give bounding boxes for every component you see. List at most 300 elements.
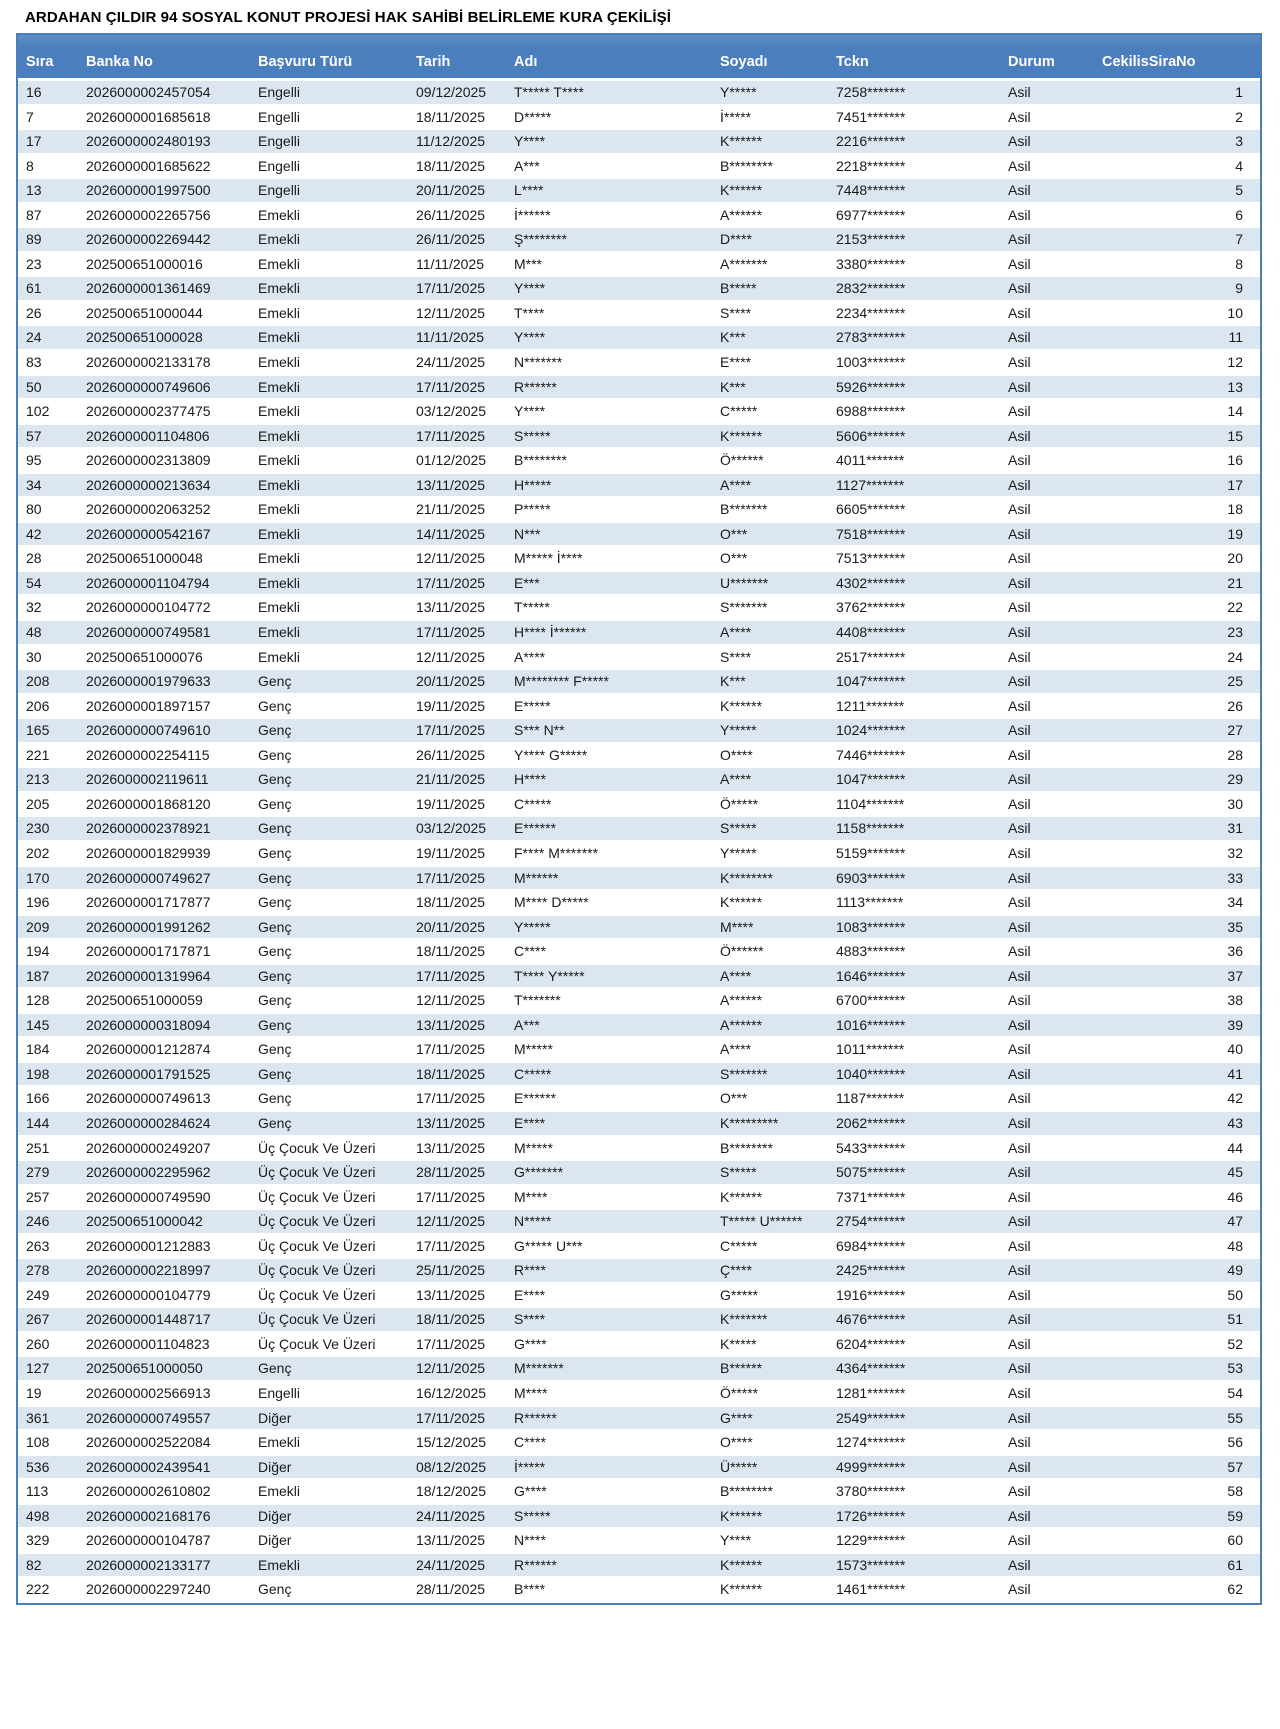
table-row	[18, 596, 1260, 621]
cell-banka-no: 2026000000749610	[86, 722, 211, 739]
cell-tckn: 1047*******	[836, 673, 906, 690]
cell-adi: Y****	[514, 280, 546, 297]
cell-tarih: 12/11/2025	[416, 992, 486, 1009]
table-row	[18, 1038, 1260, 1063]
cell-tckn: 2549*******	[836, 1409, 906, 1426]
cell-banka-no: 2026000000104772	[86, 599, 211, 616]
column-header-durum: Durum	[1008, 53, 1055, 70]
cell-banka-no: 2026000002480193	[86, 133, 211, 150]
cell-soyadi: K******	[720, 1581, 763, 1598]
cell-adi: B****	[514, 1581, 546, 1598]
cell-cekilis-sira-no: 10	[1227, 304, 1243, 321]
table-row	[18, 1235, 1260, 1260]
cell-basvuru-turu: Genç	[258, 894, 292, 911]
cell-tarih: 12/11/2025	[416, 1213, 486, 1230]
cell-tarih: 18/11/2025	[416, 108, 486, 125]
column-header-soyadi: Soyadı	[720, 53, 768, 70]
cell-tckn: 1211*******	[836, 697, 905, 714]
cell-durum: Asil	[1008, 1016, 1031, 1033]
cell-sira: 102	[26, 403, 50, 420]
cell-banka-no: 2026000000104779	[86, 1286, 211, 1303]
cell-sira: 208	[26, 673, 50, 690]
cell-soyadi: K******	[720, 894, 763, 911]
cell-sira: 221	[26, 746, 50, 763]
cell-banka-no: 2026000000284624	[86, 1114, 211, 1131]
cell-tckn: 7371*******	[836, 1188, 906, 1205]
cell-tarih: 18/11/2025	[416, 1065, 486, 1082]
cell-adi: G****	[514, 1335, 547, 1352]
cell-sira: 184	[26, 1041, 50, 1058]
cell-tarih: 20/11/2025	[416, 918, 486, 935]
cell-soyadi: K***	[720, 378, 746, 395]
cell-soyadi: Y*****	[720, 844, 757, 861]
cell-tarih: 19/11/2025	[416, 795, 486, 812]
cell-cekilis-sira-no: 46	[1227, 1188, 1243, 1205]
cell-sira: 17	[26, 133, 42, 150]
table-row	[18, 891, 1260, 916]
cell-tarih: 18/11/2025	[416, 157, 486, 174]
cell-basvuru-turu: Emekli	[258, 648, 301, 665]
cell-banka-no: 2026000002269442	[86, 231, 211, 248]
cell-durum: Asil	[1008, 1286, 1031, 1303]
cell-adi: N*****	[514, 1213, 552, 1230]
cell-sira: 196	[26, 894, 50, 911]
cell-adi: M****	[514, 1188, 548, 1205]
cell-adi: R******	[514, 1556, 557, 1573]
table-row	[18, 1333, 1260, 1358]
cell-basvuru-turu: Genç	[258, 673, 292, 690]
cell-banka-no: 2026000000749606	[86, 378, 211, 395]
cell-durum: Asil	[1008, 354, 1031, 371]
cell-tarih: 03/12/2025	[416, 403, 487, 420]
cell-cekilis-sira-no: 52	[1227, 1335, 1243, 1352]
cell-soyadi: C*****	[720, 1237, 758, 1254]
cell-basvuru-turu: Emekli	[258, 1556, 301, 1573]
cell-durum: Asil	[1008, 525, 1031, 542]
cell-sira: 260	[26, 1335, 50, 1352]
cell-durum: Asil	[1008, 1139, 1031, 1156]
cell-tckn: 1083*******	[836, 918, 906, 935]
cell-cekilis-sira-no: 1	[1235, 84, 1243, 100]
cell-tarih: 12/11/2025	[416, 550, 486, 567]
cell-tarih: 01/12/2025	[416, 452, 487, 469]
cell-tckn: 5433*******	[836, 1139, 906, 1156]
cell-durum: Asil	[1008, 624, 1031, 641]
cell-cekilis-sira-no: 8	[1235, 255, 1243, 272]
cell-adi: Y****	[514, 133, 546, 150]
cell-durum: Asil	[1008, 722, 1031, 739]
cell-sira: 57	[26, 427, 42, 444]
cell-tarih: 18/11/2025	[416, 943, 486, 960]
cell-soyadi: C*****	[720, 403, 758, 420]
cell-sira: 144	[26, 1114, 50, 1131]
cell-basvuru-turu: Genç	[258, 943, 292, 960]
cell-tckn: 1011*******	[836, 1041, 905, 1058]
cell-banka-no: 2026000002265756	[86, 206, 211, 223]
cell-soyadi: U*******	[720, 574, 769, 591]
cell-banka-no: 2026000002610802	[86, 1483, 211, 1500]
cell-tarih: 12/11/2025	[416, 1360, 486, 1377]
cell-sira: 83	[26, 354, 42, 371]
cell-sira: 8	[26, 157, 34, 174]
cell-basvuru-turu: Genç	[258, 820, 292, 837]
cell-cekilis-sira-no: 47	[1227, 1213, 1243, 1230]
table-row	[18, 940, 1260, 965]
cell-soyadi: K******	[720, 1556, 763, 1573]
cell-basvuru-turu: Emekli	[258, 255, 301, 272]
table-row	[18, 376, 1260, 401]
cell-adi: R******	[514, 1409, 557, 1426]
cell-basvuru-turu: Emekli	[258, 427, 301, 444]
cell-durum: Asil	[1008, 992, 1031, 1009]
table-row	[18, 400, 1260, 425]
cell-cekilis-sira-no: 11	[1228, 329, 1243, 346]
cell-banka-no: 2026000000249207	[86, 1139, 211, 1156]
cell-cekilis-sira-no: 9	[1235, 280, 1243, 297]
cell-basvuru-turu: Diğer	[258, 1409, 292, 1426]
cell-cekilis-sira-no: 51	[1227, 1311, 1243, 1328]
cell-basvuru-turu: Engelli	[258, 133, 301, 150]
cell-tarih: 17/11/2025	[416, 1409, 486, 1426]
cell-soyadi: Ö*****	[720, 1384, 759, 1401]
cell-banka-no: 2026000002254115	[86, 746, 210, 763]
table-row	[18, 1407, 1260, 1432]
table-row	[18, 449, 1260, 474]
table-row	[18, 523, 1260, 548]
cell-basvuru-turu: Emekli	[258, 599, 301, 616]
cell-adi: S*** N**	[514, 722, 565, 739]
cell-durum: Asil	[1008, 280, 1031, 297]
cell-tckn: 1003*******	[836, 354, 906, 371]
cell-tckn: 4883*******	[836, 943, 906, 960]
cell-cekilis-sira-no: 27	[1227, 722, 1243, 739]
cell-tarih: 17/11/2025	[416, 1188, 486, 1205]
cell-tarih: 13/11/2025	[416, 476, 486, 493]
cell-soyadi: Ö*****	[720, 795, 759, 812]
table-row	[18, 253, 1260, 278]
cell-sira: 205	[26, 795, 50, 812]
cell-sira: 89	[26, 231, 42, 248]
cell-tckn: 6204*******	[836, 1335, 906, 1352]
cell-tarih: 20/11/2025	[416, 182, 486, 199]
cell-tarih: 17/11/2025	[416, 722, 486, 739]
cell-adi: E******	[514, 1090, 557, 1107]
table-row	[18, 351, 1260, 376]
cell-banka-no: 202500651000042	[86, 1213, 203, 1230]
cell-durum: Asil	[1008, 1556, 1031, 1573]
cell-cekilis-sira-no: 36	[1227, 943, 1243, 960]
cell-basvuru-turu: Genç	[258, 1360, 292, 1377]
cell-cekilis-sira-no: 61	[1227, 1556, 1243, 1573]
column-header-adi: Adı	[514, 53, 538, 70]
table-row	[18, 1063, 1260, 1088]
cell-sira: 34	[26, 476, 42, 493]
cell-durum: Asil	[1008, 648, 1031, 665]
cell-durum: Asil	[1008, 869, 1031, 886]
cell-soyadi: B********	[720, 1483, 773, 1500]
cell-banka-no: 2026000001212883	[86, 1237, 211, 1254]
cell-soyadi: S*****	[720, 1164, 757, 1181]
cell-banka-no: 2026000001319964	[86, 967, 211, 984]
cell-soyadi: Ç****	[720, 1262, 752, 1279]
cell-tarih: 15/12/2025	[416, 1434, 487, 1451]
cell-sira: 16	[26, 84, 42, 100]
cell-adi: T****	[514, 304, 545, 321]
cell-soyadi: A****	[720, 967, 752, 984]
cell-adi: B********	[514, 452, 567, 469]
table-row	[18, 498, 1260, 523]
column-header-tckn: Tckn	[836, 53, 869, 70]
cell-tarih: 17/11/2025	[416, 967, 486, 984]
cell-sira: 187	[26, 967, 50, 984]
cell-soyadi: S****	[720, 648, 752, 665]
cell-durum: Asil	[1008, 894, 1031, 911]
cell-soyadi: K******	[720, 133, 763, 150]
cell-durum: Asil	[1008, 574, 1031, 591]
table-row	[18, 695, 1260, 720]
cell-banka-no: 202500651000016	[86, 255, 203, 272]
cell-banka-no: 202500651000076	[86, 648, 203, 665]
cell-soyadi: A****	[720, 476, 752, 493]
cell-banka-no: 2026000002566913	[86, 1384, 211, 1401]
cell-tarih: 18/12/2025	[416, 1483, 487, 1500]
cell-basvuru-turu: Emekli	[258, 206, 301, 223]
cell-soyadi: G****	[720, 1409, 753, 1426]
cell-adi: Y**** G*****	[514, 746, 588, 763]
cell-cekilis-sira-no: 33	[1227, 869, 1243, 886]
cell-soyadi: K******	[720, 697, 763, 714]
cell-soyadi: Y*****	[720, 722, 757, 739]
cell-sira: 24	[26, 329, 42, 346]
cell-durum: Asil	[1008, 1335, 1031, 1352]
cell-adi: D*****	[514, 108, 552, 125]
cell-tarih: 03/12/2025	[416, 820, 487, 837]
cell-basvuru-turu: Üç Çocuk Ve Üzeri	[258, 1213, 376, 1230]
cell-adi: R****	[514, 1262, 546, 1279]
cell-sira: 166	[26, 1090, 50, 1107]
cell-tarih: 14/11/2025	[416, 525, 486, 542]
cell-banka-no: 2026000001717871	[86, 943, 211, 960]
cell-durum: Asil	[1008, 329, 1031, 346]
cell-cekilis-sira-no: 21	[1227, 574, 1243, 591]
cell-tarih: 11/11/2025	[416, 255, 484, 272]
cell-durum: Asil	[1008, 1581, 1031, 1598]
cell-adi: E******	[514, 820, 557, 837]
cell-tarih: 17/11/2025	[416, 1041, 486, 1058]
cell-durum: Asil	[1008, 84, 1031, 100]
cell-cekilis-sira-no: 39	[1227, 1016, 1243, 1033]
cell-durum: Asil	[1008, 771, 1031, 788]
cell-durum: Asil	[1008, 255, 1031, 272]
cell-sira: 263	[26, 1237, 50, 1254]
cell-cekilis-sira-no: 54	[1227, 1384, 1243, 1401]
cell-tckn: 7451*******	[836, 108, 906, 125]
cell-tarih: 11/12/2025	[416, 133, 486, 150]
table-row	[18, 1308, 1260, 1333]
cell-banka-no: 2026000001997500	[86, 182, 211, 199]
cell-banka-no: 2026000001212874	[86, 1041, 211, 1058]
cell-tckn: 1024*******	[836, 722, 906, 739]
cell-basvuru-turu: Emekli	[258, 550, 301, 567]
column-header-tarih: Tarih	[416, 53, 451, 70]
cell-adi: C****	[514, 1434, 546, 1451]
cell-tckn: 3762*******	[836, 599, 906, 616]
cell-adi: N****	[514, 1532, 546, 1549]
cell-sira: 19	[26, 1384, 42, 1401]
table-row	[18, 106, 1260, 131]
cell-sira: 95	[26, 452, 42, 469]
cell-tarih: 13/11/2025	[416, 1532, 486, 1549]
cell-basvuru-turu: Engelli	[258, 157, 301, 174]
cell-tarih: 13/11/2025	[416, 1114, 486, 1131]
cell-cekilis-sira-no: 50	[1227, 1286, 1243, 1303]
table-row	[18, 228, 1260, 253]
table-row	[18, 989, 1260, 1014]
cell-tckn: 2234*******	[836, 304, 906, 321]
table-row	[18, 817, 1260, 842]
cell-tarih: 08/12/2025	[416, 1458, 487, 1475]
cell-adi: M***** İ****	[514, 550, 583, 567]
table-row	[18, 81, 1260, 106]
cell-banka-no: 2026000002377475	[86, 403, 211, 420]
column-header-sira: Sıra	[26, 53, 54, 70]
page-title: ARDAHAN ÇILDIR 94 SOSYAL KONUT PROJESİ HAK SAHİBİ BELİRLEME KURA ÇEKİLİŞİ	[25, 9, 671, 26]
cell-sira: 61	[26, 280, 42, 297]
cell-tckn: 1274*******	[836, 1434, 906, 1451]
cell-basvuru-turu: Emekli	[258, 525, 301, 542]
cell-banka-no: 2026000000104787	[86, 1532, 211, 1549]
table-row	[18, 302, 1260, 327]
cell-tckn: 7513*******	[836, 550, 906, 567]
cell-cekilis-sira-no: 40	[1227, 1041, 1243, 1058]
cell-sira: 329	[26, 1532, 50, 1549]
cell-basvuru-turu: Üç Çocuk Ve Üzeri	[258, 1311, 376, 1328]
cell-banka-no: 202500651000050	[86, 1360, 203, 1377]
cell-basvuru-turu: Engelli	[258, 182, 301, 199]
cell-basvuru-turu: Genç	[258, 1065, 292, 1082]
cell-banka-no: 2026000002313809	[86, 452, 211, 469]
cell-basvuru-turu: Emekli	[258, 231, 301, 248]
cell-soyadi: A****	[720, 624, 752, 641]
cell-sira: 54	[26, 574, 42, 591]
cell-cekilis-sira-no: 58	[1227, 1483, 1243, 1500]
cell-cekilis-sira-no: 5	[1235, 182, 1243, 199]
table-row	[18, 155, 1260, 180]
cell-banka-no: 2026000001104794	[86, 574, 210, 591]
cell-soyadi: K********	[720, 869, 773, 886]
cell-sira: 206	[26, 697, 50, 714]
cell-soyadi: O****	[720, 746, 753, 763]
cell-banka-no: 2026000002457054	[86, 84, 211, 100]
table-row	[18, 179, 1260, 204]
cell-banka-no: 2026000002133178	[86, 354, 211, 371]
cell-tarih: 26/11/2025	[416, 231, 486, 248]
cell-cekilis-sira-no: 16	[1227, 452, 1243, 469]
cell-tckn: 2218*******	[836, 157, 906, 174]
cell-soyadi: Ü*****	[720, 1458, 758, 1475]
table-row	[18, 719, 1260, 744]
table-row	[18, 425, 1260, 450]
cell-durum: Asil	[1008, 599, 1031, 616]
cell-basvuru-turu: Genç	[258, 795, 292, 812]
cell-basvuru-turu: Genç	[258, 1581, 292, 1598]
cell-adi: T***** T****	[514, 84, 584, 100]
cell-soyadi: M****	[720, 918, 754, 935]
cell-tarih: 17/11/2025	[416, 574, 486, 591]
cell-durum: Asil	[1008, 550, 1031, 567]
cell-tckn: 7258*******	[836, 84, 906, 100]
cell-sira: 48	[26, 624, 42, 641]
table-row	[18, 916, 1260, 941]
cell-adi: C****	[514, 943, 546, 960]
cell-basvuru-turu: Genç	[258, 918, 292, 935]
cell-soyadi: K***	[720, 329, 746, 346]
cell-durum: Asil	[1008, 378, 1031, 395]
cell-soyadi: T***** U******	[720, 1213, 803, 1230]
cell-tckn: 1646*******	[836, 967, 906, 984]
cell-basvuru-turu: Genç	[258, 1016, 292, 1033]
cell-tarih: 11/11/2025	[416, 329, 484, 346]
cell-durum: Asil	[1008, 476, 1031, 493]
cell-banka-no: 2026000002168176	[86, 1507, 211, 1524]
cell-basvuru-turu: Genç	[258, 746, 292, 763]
cell-basvuru-turu: Genç	[258, 1041, 292, 1058]
cell-banka-no: 2026000001361469	[86, 280, 211, 297]
cell-adi: İ*****	[514, 1458, 546, 1475]
cell-cekilis-sira-no: 6	[1235, 206, 1243, 223]
cell-tckn: 2832*******	[836, 280, 906, 297]
cell-tckn: 4408*******	[836, 624, 906, 641]
cell-sira: 246	[26, 1213, 50, 1230]
cell-cekilis-sira-no: 7	[1235, 231, 1243, 248]
cell-basvuru-turu: Emekli	[258, 476, 301, 493]
cell-tarih: 17/11/2025	[416, 280, 486, 297]
cell-tckn: 1158*******	[836, 820, 905, 837]
cell-banka-no: 2026000002133177	[86, 1556, 211, 1573]
cell-tckn: 2425*******	[836, 1262, 906, 1279]
cell-banka-no: 2026000001685618	[86, 108, 211, 125]
cell-tckn: 4364*******	[836, 1360, 906, 1377]
cell-soyadi: B********	[720, 157, 773, 174]
table-row	[18, 204, 1260, 229]
cell-sira: 278	[26, 1262, 50, 1279]
cell-soyadi: K*****	[720, 1335, 757, 1352]
cell-adi: P*****	[514, 501, 551, 518]
cell-banka-no: 2026000000542167	[86, 525, 211, 542]
cell-cekilis-sira-no: 32	[1227, 844, 1243, 861]
cell-basvuru-turu: Diğer	[258, 1458, 292, 1475]
cell-adi: E****	[514, 1286, 546, 1303]
cell-banka-no: 202500651000028	[86, 329, 203, 346]
table-row	[18, 646, 1260, 671]
cell-tckn: 6903*******	[836, 869, 906, 886]
cell-soyadi: A******	[720, 206, 763, 223]
table-row	[18, 1357, 1260, 1382]
cell-tckn: 6988*******	[836, 403, 906, 420]
table-row	[18, 1529, 1260, 1554]
cell-sira: 202	[26, 844, 50, 861]
cell-durum: Asil	[1008, 1188, 1031, 1205]
cell-tarih: 12/11/2025	[416, 304, 486, 321]
cell-tarih: 17/11/2025	[416, 1090, 486, 1107]
cell-sira: 279	[26, 1164, 50, 1181]
cell-tckn: 1187*******	[836, 1090, 905, 1107]
cell-durum: Asil	[1008, 133, 1031, 150]
cell-adi: C*****	[514, 795, 552, 812]
table-body	[18, 81, 1260, 1603]
cell-durum: Asil	[1008, 1090, 1031, 1107]
cell-tarih: 26/11/2025	[416, 206, 486, 223]
